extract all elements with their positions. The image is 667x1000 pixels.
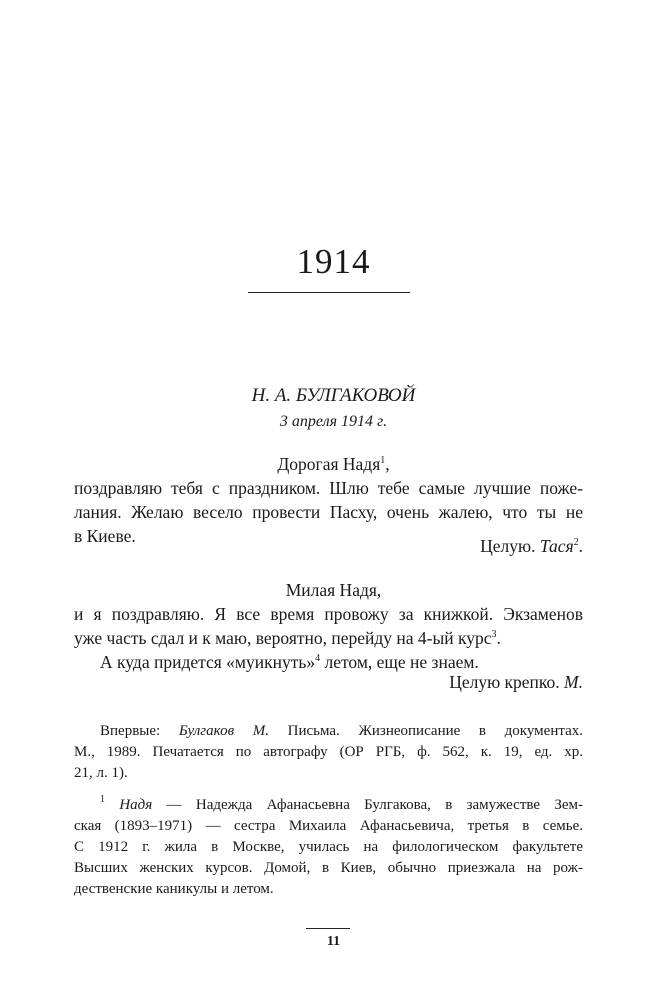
chapter-year-heading: 1914 [296,242,371,281]
paragraph-line: в Киеве. [74,526,136,546]
greeting-2: Милая Надя, [285,580,382,600]
page-number-rule [306,928,350,929]
note-line: ская (1893–1971) — сестра Михаила Афанасьевича, третья в семье. [74,818,583,834]
heading-rule [248,292,410,293]
letter-addressee: Н. А. БУЛГАКОВОЙ [251,385,416,406]
note-line: 21, л. 1). [74,765,128,781]
footnote-ref-3: 3 [491,629,497,640]
signature-m: М. [564,672,583,692]
note-line: М., 1989. Печатается по автографу (ОР РГБ, ф. 562, к. 19, ед. хр. [74,744,583,760]
page-number: 11 [326,934,341,949]
signature-tasya: Тася [539,536,574,556]
closing-2: Целую крепко. М. [449,672,583,692]
footnote-number: 1 [100,794,105,805]
note-line: дественские каникулы и летом. [74,881,274,897]
paragraph-line: лания. Желаю весело провести Пасху, очень жалею, что ты не [74,502,583,522]
note-line: С 1912 г. жила в Москве, училась на филологическом факультете [74,839,583,855]
letter-date: 3 апреля 1914 г. [279,413,388,430]
footnote-ref-4: 4 [315,653,321,664]
paragraph-line: уже часть сдал и к маю, вероятно, перейду на 4-ый курс$^3$. [74,628,501,648]
greeting-1: Дорогая Надя$^1$, [277,454,390,474]
note-line: $^1$ Надя — Надежда Афанасьевна Булгакова, в замужестве Зем- [100,794,584,813]
paragraph-line: А куда придется «муикнуть»$^4$ летом, еще не знаем. [100,652,479,672]
paragraph-line: поздравляю тебя с праздником. Шлю тебе самые лучшие поже- [74,478,583,498]
closing-1: Целую. Тася$^2$. [480,536,583,556]
footnote-ref-2: 2 [573,537,579,548]
footnote-ref-1: 1 [380,455,386,466]
paragraph-line: и я поздравляю. Я все время провожу за книжкой. Экзаменов [74,604,583,624]
note-line: Впервые: Булгаков М. Письма. Жизнеописание в документах. [100,723,583,739]
note-line: Высших женских курсов. Домой, в Киев, обычно приезжала на рож- [74,860,583,876]
